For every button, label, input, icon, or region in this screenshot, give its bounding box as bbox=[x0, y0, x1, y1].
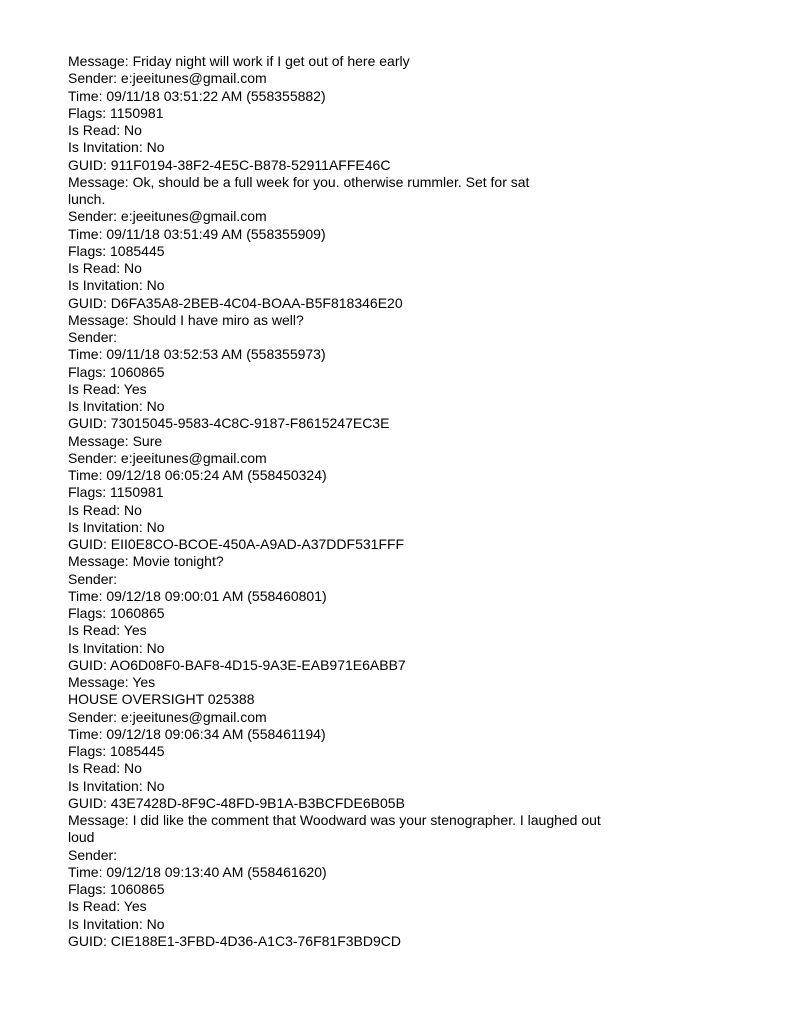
record-line: GUID: 911F0194-38F2-4E5C-B878-52911AFFE46C bbox=[68, 156, 391, 173]
record-line: Time: 09/11/18 03:51:22 AM (558355882) bbox=[68, 87, 326, 104]
record-line: Sender: bbox=[68, 570, 118, 587]
record-line: Flags: 1085445 bbox=[68, 743, 165, 759]
record-line: GUID: 43E7428D-8F9C-48FD-9B1A-B3BCFDE6B05B bbox=[68, 794, 405, 811]
record-line: Time: 09/11/18 03:52:53 AM (558355973) bbox=[68, 346, 326, 363]
record-line: Message: Should I have miro as well? bbox=[68, 311, 304, 328]
record-line: Sender: e:jeeitunes@gmail.com bbox=[68, 208, 267, 225]
message-record bbox=[68, 674, 733, 812]
record-line: Flags: 1150981 bbox=[68, 484, 164, 501]
record-line: Is Read: Yes bbox=[68, 380, 147, 397]
record-line: Is Invitation: No bbox=[68, 139, 165, 156]
record-line: GUID: 73015045-9583-4C8C-9187-F8615247EC3E bbox=[68, 415, 390, 432]
message-record bbox=[68, 433, 733, 554]
record-line: Is Read: No bbox=[68, 122, 142, 138]
message-record bbox=[68, 553, 733, 674]
record-line: Sender: bbox=[68, 329, 118, 345]
record-line: Sender: bbox=[68, 846, 118, 863]
record-line: Time: 09/12/18 06:05:24 AM (558450324) bbox=[68, 467, 327, 483]
record-line: Time: 09/12/18 09:13:40 AM (558461620) bbox=[68, 863, 327, 880]
record-line: Flags: 1150981 bbox=[68, 104, 164, 121]
record-line: Is Invitation: No bbox=[68, 277, 165, 294]
record-line: GUID: CIE188E1-3FBD-4D36-A1C3-76F81F3BD9CD bbox=[68, 932, 402, 949]
record-line: Is Read: Yes bbox=[68, 898, 147, 915]
record-line: Flags: 1085445 bbox=[68, 242, 165, 259]
record-line: Message: I did like the comment that Woodward was your stenographer. I laughed out bbox=[68, 812, 601, 828]
record-line: Time: 09/12/18 09:00:01 AM (558460801) bbox=[68, 587, 327, 604]
record-line: Sender: e:jeeitunes@gmail.com bbox=[68, 449, 267, 466]
record-line: Is Invitation: No bbox=[68, 777, 165, 794]
message-record bbox=[68, 312, 733, 433]
record-line: Flags: 1060865 bbox=[68, 363, 165, 380]
record-line: Message: Movie tonight? bbox=[68, 553, 224, 570]
record-line: Is Invitation: No bbox=[68, 639, 165, 656]
record-line: loud bbox=[68, 829, 95, 846]
record-line: Time: 09/12/18 09:06:34 AM (558461194) bbox=[68, 725, 326, 742]
record-line: Message: Sure bbox=[68, 432, 163, 449]
message-record bbox=[68, 174, 733, 312]
message-record bbox=[68, 812, 733, 950]
record-line: HOUSE OVERSIGHT 025388 bbox=[68, 691, 255, 708]
record-line: GUID: AO6D08F0-BAF8-4D15-9A3E-EAB971E6ABB7 bbox=[68, 656, 406, 673]
record-line: Is Read: No bbox=[68, 501, 142, 518]
record-line: Flags: 1060865 bbox=[68, 605, 165, 621]
record-line: lunch. bbox=[68, 191, 106, 207]
record-line: Is Read: No bbox=[68, 760, 142, 777]
record-line: Sender: e:jeeitunes@gmail.com bbox=[68, 708, 267, 725]
record-line: Message: Friday night will work if I get out of here early bbox=[68, 53, 410, 69]
record-line: Is Read: Yes bbox=[68, 622, 147, 639]
message-log bbox=[68, 53, 733, 950]
record-line: Is Invitation: No bbox=[68, 915, 165, 932]
record-line: Flags: 1060865 bbox=[68, 881, 165, 897]
record-line: Message: Ok, should be a full week for you. otherwise rummler. Set for sat bbox=[68, 173, 530, 190]
record-line: Time: 09/11/18 03:51:49 AM (558355909) bbox=[68, 225, 326, 242]
record-line: GUID: D6FA35A8-2BEB-4C04-BOAA-B5F818346E20 bbox=[68, 294, 403, 311]
record-line: Is Read: No bbox=[68, 260, 142, 276]
record-line: Is Invitation: No bbox=[68, 398, 165, 414]
message-record bbox=[68, 53, 733, 174]
record-line: Message: Yes bbox=[68, 674, 156, 690]
record-line: Is Invitation: No bbox=[68, 518, 165, 535]
record-line: GUID: EII0E8CO-BCOE-450A-A9AD-A37DDF531FFF bbox=[68, 536, 405, 552]
record-line: Sender: e:jeeitunes@gmail.com bbox=[68, 70, 267, 87]
